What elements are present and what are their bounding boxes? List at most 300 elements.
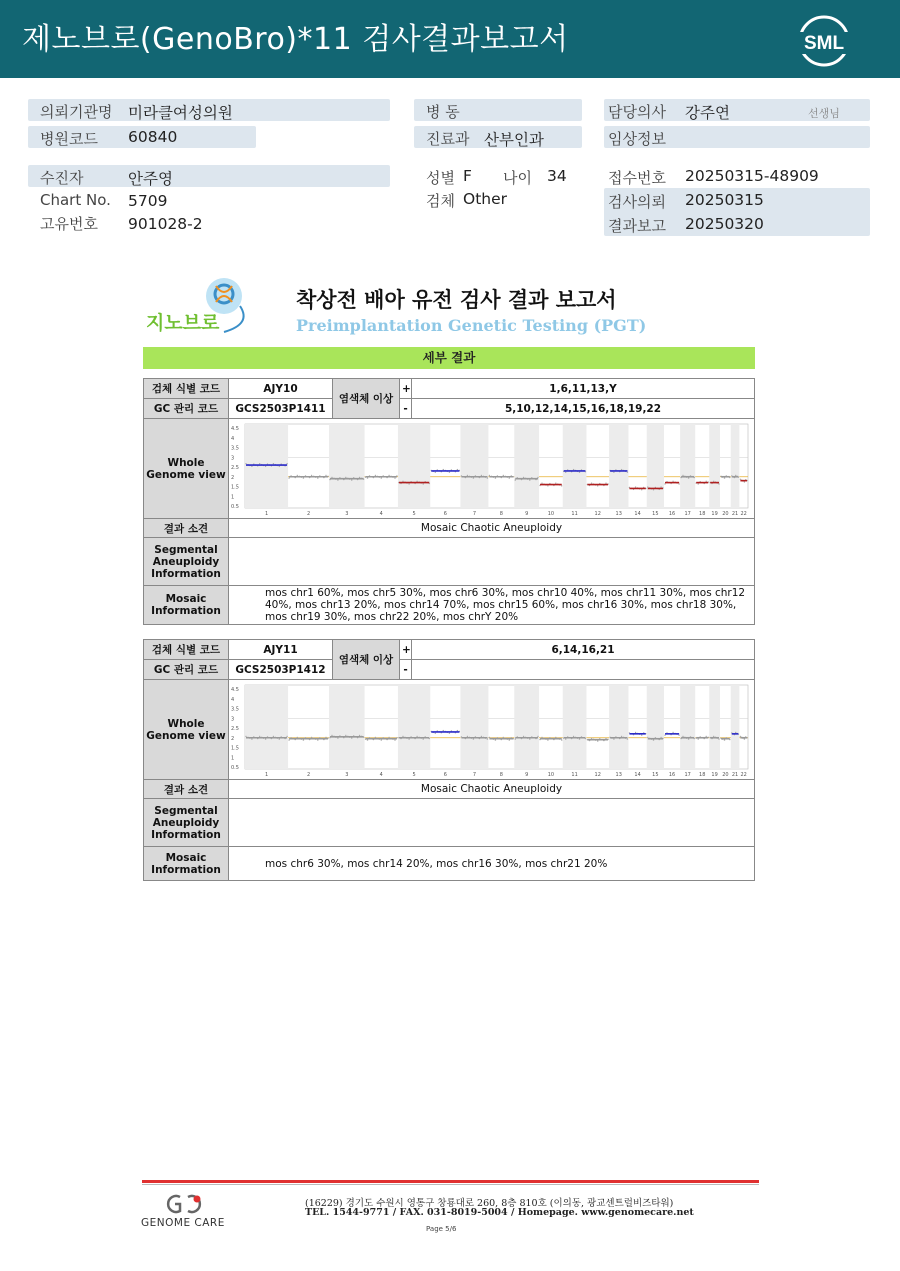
cn-point (724, 477, 725, 478)
cn-point (265, 738, 266, 739)
chrom-abn-label: 염색체 이상 (333, 379, 400, 419)
cn-point (457, 729, 458, 730)
chrom-label: 13 (615, 510, 622, 517)
chrom-label: 11 (571, 510, 578, 517)
chrom-band (563, 685, 587, 769)
cn-point (591, 482, 592, 483)
cn-point (555, 482, 556, 483)
chrom-band (329, 424, 365, 508)
specimen-value: Other (463, 190, 508, 208)
cn-point (664, 734, 665, 735)
cn-point (325, 736, 326, 737)
chrom-label: 22 (740, 771, 747, 778)
segmental-label: Segmental Aneuploidy Information (144, 538, 229, 586)
cn-point (647, 486, 648, 487)
doctor-suffix: 선생님 (808, 107, 840, 120)
report-title-ko: 착상전 배아 유전 검사 결과 보고서 (296, 288, 617, 312)
chrom-label: 22 (740, 510, 747, 517)
cn-point (331, 476, 332, 477)
cn-point (627, 471, 628, 472)
cn-point (331, 734, 332, 735)
sample-code: AJY10 (229, 379, 333, 399)
ward-label: 병 동 (426, 103, 460, 121)
report-header (0, 0, 900, 78)
chrom-band (647, 685, 664, 769)
cn-point (573, 468, 574, 469)
chrom-band (709, 685, 720, 769)
cn-point (735, 731, 736, 732)
chrom-label: 15 (652, 771, 659, 778)
sex-label: 성별 (426, 169, 455, 187)
cn-point (561, 485, 562, 486)
unique-label: 고유번호 (40, 215, 98, 233)
cn-point (718, 483, 719, 484)
cn-point (509, 739, 510, 740)
y-tick-label: 1 (231, 754, 235, 761)
plus-sign: + (400, 640, 412, 660)
y-tick-label: 0.5 (231, 764, 239, 771)
hospital-code-label: 병원코드 (40, 130, 98, 148)
cn-point (672, 731, 673, 732)
plot-frame (245, 424, 748, 508)
cn-point (245, 463, 246, 464)
dept-value: 산부인과 (484, 131, 544, 149)
cn-point (579, 471, 580, 472)
cn-point (388, 736, 389, 737)
chrom-label: 1 (264, 510, 269, 517)
cn-point (613, 471, 614, 472)
cn-point (688, 738, 689, 739)
cn-point (487, 477, 488, 478)
doctor-value: 강주연 (685, 104, 730, 122)
cn-point (664, 483, 665, 484)
cn-point (481, 735, 482, 736)
cn-point (653, 489, 654, 490)
result-label: 결과 소견 (144, 519, 229, 538)
sample-table-2 (143, 639, 755, 881)
segmental-value (229, 799, 755, 847)
whole-genome-plot (229, 681, 752, 779)
chrom-label: 13 (615, 771, 622, 778)
doctor-label: 담당의사 (608, 103, 666, 121)
hospital-code-value: 60840 (128, 128, 178, 146)
age-label: 나이 (503, 169, 532, 187)
cn-point (597, 740, 598, 741)
gc-code-label: GC 관리 코드 (144, 399, 229, 419)
y-tick-label: 4 (231, 696, 235, 703)
result-label: 결과 소견 (144, 780, 229, 799)
cn-point (605, 737, 606, 738)
cn-point (613, 738, 614, 739)
chrom-band (647, 424, 664, 508)
mosaic-label: Mosaic Information (144, 586, 229, 625)
chrom-label: 7 (472, 771, 477, 778)
segmental-label: Segmental Aneuploidy Information (144, 799, 229, 847)
institution-value: 미라클여성의원 (128, 104, 233, 122)
cn-point (467, 735, 468, 736)
cn-point (408, 483, 409, 484)
chrom-label: 18 (699, 771, 706, 778)
cn-point (713, 735, 714, 736)
patient-label: 수진자 (40, 169, 84, 187)
request-date: 20250315 (685, 191, 764, 209)
section-title: 세부 결과 (143, 347, 755, 369)
chrom-band (609, 424, 628, 508)
y-tick-label: 3 (231, 715, 235, 722)
chrom-band (680, 685, 695, 769)
clinical-label: 임상정보 (608, 130, 666, 148)
cn-point (245, 735, 246, 736)
y-tick-label: 3.5 (231, 445, 239, 451)
cn-point (273, 735, 274, 736)
chrom-band (731, 424, 740, 508)
cn-point (529, 479, 530, 480)
cn-point (597, 485, 598, 486)
cn-point (345, 476, 346, 477)
footer-address: (16229) 경기도 수원시 영통구 창룡대로 260, 8층 810호 (이의동, 광교센트럴비즈타워) (305, 1198, 674, 1209)
result-value: Mosaic Chaotic Aneuploidy (229, 780, 755, 799)
cn-point (706, 480, 707, 481)
chrom-label: 19 (711, 771, 718, 778)
report-header-title: 제노브로(GenoBro)*11 검사결과보고서 (22, 22, 569, 57)
cn-point (561, 739, 562, 740)
plot-frame (245, 685, 748, 769)
chrom-band (245, 685, 288, 769)
chrom-band (398, 685, 430, 769)
cn-point (523, 476, 524, 477)
page-number: Page 5/6 (426, 1225, 457, 1233)
cn-point (297, 736, 298, 737)
cn-point (529, 738, 530, 739)
genobro-logo-text: 지노브로 (146, 312, 220, 334)
segmental-value (229, 538, 755, 586)
cn-point (621, 468, 622, 469)
specimen-label: 검체 (426, 192, 455, 210)
cn-point (698, 483, 699, 484)
cn-point (682, 474, 683, 475)
gc-code: GCS2503P1412 (229, 660, 333, 680)
chrom-label: 9 (525, 771, 529, 778)
plus-chroms: 6,14,16,21 (412, 640, 755, 660)
cn-point (537, 476, 538, 477)
cn-point (408, 738, 409, 739)
cn-point (635, 731, 636, 732)
y-tick-label: 1.5 (231, 484, 239, 490)
cn-point (286, 735, 287, 736)
gc-code: GCS2503P1411 (229, 399, 333, 419)
cn-point (265, 465, 266, 466)
sample-code-label: 검체 식별 코드 (144, 379, 229, 399)
chrom-band (398, 424, 430, 508)
cn-point (423, 483, 424, 484)
gc-code-label: GC 관리 코드 (144, 660, 229, 680)
chrom-label: 17 (684, 510, 691, 517)
chrom-label: 11 (571, 771, 578, 778)
cn-point (325, 474, 326, 475)
y-tick-label: 3.5 (231, 706, 239, 712)
chrom-label: 16 (668, 771, 676, 778)
sex-value: F (463, 167, 472, 185)
cn-point (495, 739, 496, 740)
minus-chroms (412, 660, 755, 680)
chrom-label: 18 (699, 510, 706, 517)
cn-point (359, 476, 360, 477)
y-tick-label: 2.5 (231, 464, 239, 471)
cn-point (678, 483, 679, 484)
chrom-label: 8 (499, 771, 503, 778)
cn-point (443, 468, 444, 469)
cn-point (467, 474, 468, 475)
cn-point (337, 479, 338, 480)
chrom-label: 1 (264, 771, 269, 778)
chrom-label: 2 (306, 510, 311, 517)
sml-logo (797, 14, 851, 68)
cn-point (279, 465, 280, 466)
cn-point (523, 735, 524, 736)
cn-point (605, 482, 606, 483)
cn-point (515, 479, 516, 480)
cn-point (251, 465, 252, 466)
cn-point (744, 738, 745, 739)
age-value: 34 (547, 167, 567, 185)
cn-point (359, 734, 360, 735)
cn-point (672, 480, 673, 481)
cn-point (718, 738, 719, 739)
cn-point (317, 739, 318, 740)
result-value: Mosaic Chaotic Aneuploidy (229, 519, 755, 538)
cn-point (621, 735, 622, 736)
cn-point (653, 739, 654, 740)
chrom-label: 14 (634, 510, 641, 517)
cn-point (627, 738, 628, 739)
cn-point (311, 736, 312, 737)
minus-sign: - (400, 399, 412, 419)
cn-point (457, 468, 458, 469)
patient-name: 안주영 (128, 170, 173, 188)
cn-point (740, 735, 741, 736)
y-tick-label: 1 (231, 493, 235, 500)
cn-point (565, 738, 566, 739)
cn-point (489, 736, 490, 737)
cn-point (713, 480, 714, 481)
institution-label: 의뢰기관명 (40, 103, 113, 121)
genobro-logo (144, 276, 254, 334)
cn-point (724, 739, 725, 740)
unique-no: 901028-2 (128, 215, 203, 233)
cn-point (423, 738, 424, 739)
cn-point (641, 489, 642, 490)
cn-point (635, 486, 636, 487)
y-tick-label: 3 (231, 454, 235, 461)
cn-point (660, 736, 661, 737)
cn-point (311, 474, 312, 475)
chrom-label: 3 (345, 771, 349, 778)
chrom-band (514, 685, 539, 769)
sample-code-label: 검체 식별 코드 (144, 640, 229, 660)
cn-point (565, 471, 566, 472)
y-tick-label: 4.5 (231, 425, 239, 432)
cn-point (647, 736, 648, 737)
cn-point (509, 477, 510, 478)
plus-sign: + (400, 379, 412, 399)
y-tick-label: 4 (231, 435, 235, 442)
cn-point (259, 735, 260, 736)
cn-point (547, 739, 548, 740)
chrom-label: 21 (731, 510, 739, 517)
chrom-label: 17 (684, 771, 691, 778)
cn-point (251, 738, 252, 739)
chrom-label: 19 (711, 510, 718, 517)
genome-care-name: GENOME CARE (141, 1217, 225, 1229)
y-tick-label: 4.5 (231, 686, 239, 693)
cn-point (394, 739, 395, 740)
cn-point (394, 477, 395, 478)
cn-point (473, 738, 474, 739)
chrom-label: 21 (731, 771, 739, 778)
cn-point (381, 477, 382, 478)
plus-chroms: 1,6,11,13,Y (412, 379, 755, 399)
chrom-label: 16 (668, 510, 676, 517)
cn-point (515, 738, 516, 739)
cn-point (660, 486, 661, 487)
chrom-label: 4 (379, 510, 383, 517)
cn-point (288, 477, 289, 478)
chrom-abn-label: 염색체 이상 (333, 640, 400, 680)
cn-point (541, 736, 542, 737)
chrom-band (680, 424, 695, 508)
chrom-band (514, 424, 539, 508)
chrom-label: 4 (379, 771, 383, 778)
minus-sign: - (400, 660, 412, 680)
cn-point (402, 735, 403, 736)
receipt-label: 접수번호 (608, 169, 666, 187)
chrom-label: 14 (634, 771, 641, 778)
footer-tel: TEL. 1544-9771 / FAX. 031-8019-5004 / Homepage. www.genomecare.net (305, 1207, 694, 1218)
mosaic-value: mos chr1 60%, mos chr5 30%, mos chr6 30%, mos chr10 40%, mos chr11 30%, mos chr12 40%, mos chr13 20%, mos chr14 70%, mos chr15 60%, mos chr16 30%, mos chr18 30%, mos chr19 30%, mos chr22 20%, mos chrY 20% (229, 586, 755, 625)
chart-label: Chart No. (40, 191, 111, 209)
whole-genome-label: Whole Genome view (144, 680, 229, 780)
cn-point (279, 738, 280, 739)
cn-point (303, 739, 304, 740)
cn-point (381, 739, 382, 740)
cn-point (449, 471, 450, 472)
chrom-label: 6 (443, 771, 447, 778)
cn-point (678, 734, 679, 735)
cn-point (688, 477, 689, 478)
chrom-label: 10 (547, 771, 555, 778)
y-tick-label: 2 (231, 474, 235, 481)
cn-point (579, 738, 580, 739)
cn-point (259, 463, 260, 464)
cn-point (435, 471, 436, 472)
chrom-band (329, 685, 365, 769)
chrom-label: 12 (594, 510, 601, 517)
chrom-label: 10 (547, 510, 555, 517)
cn-point (573, 735, 574, 736)
cn-point (286, 463, 287, 464)
receipt-no: 20250315-48909 (685, 167, 819, 185)
cn-point (555, 736, 556, 737)
chrom-label: 2 (306, 771, 311, 778)
cn-point (495, 477, 496, 478)
sample-code: AJY11 (229, 640, 333, 660)
chrom-label: 20 (722, 771, 729, 778)
whole-genome-plot (229, 420, 752, 518)
cn-point (367, 739, 368, 740)
cn-point (641, 734, 642, 735)
chrom-band (709, 424, 720, 508)
request-label: 검사의뢰 (608, 193, 666, 211)
cn-point (744, 481, 745, 482)
cn-point (682, 735, 683, 736)
cn-point (288, 739, 289, 740)
chrom-label: 9 (525, 510, 529, 517)
chrom-label: 3 (345, 510, 349, 517)
chrom-label: 7 (472, 510, 477, 517)
cn-point (541, 482, 542, 483)
cn-point (591, 737, 592, 738)
whole-genome-label: Whole Genome view (144, 419, 229, 519)
report-label: 결과보고 (608, 217, 666, 235)
cn-point (735, 474, 736, 475)
chrom-label: 5 (412, 510, 416, 517)
cn-point (402, 480, 403, 481)
dept-label: 진료과 (426, 130, 470, 148)
chrom-band (609, 685, 628, 769)
chrom-label: 12 (594, 771, 601, 778)
cn-point (351, 479, 352, 480)
chrom-band (460, 424, 488, 508)
chrom-band (563, 424, 587, 508)
genome-care-logo (166, 1193, 206, 1215)
cn-point (416, 480, 417, 481)
sample-table-1 (143, 378, 755, 625)
cn-point (375, 736, 376, 737)
cn-point (537, 735, 538, 736)
y-tick-label: 0.5 (231, 503, 239, 510)
mosaic-label: Mosaic Information (144, 847, 229, 881)
footer-rule (142, 1180, 759, 1183)
cn-point (337, 737, 338, 738)
cn-point (473, 477, 474, 478)
cn-point (435, 732, 436, 733)
y-tick-label: 1.5 (231, 745, 239, 751)
cn-point (503, 474, 504, 475)
chart-no: 5709 (128, 192, 168, 210)
cn-point (698, 738, 699, 739)
cn-point (706, 735, 707, 736)
chrom-label: 20 (722, 510, 729, 517)
mosaic-value: mos chr6 30%, mos chr14 20%, mos chr16 30%, mos chr21 20% (229, 847, 755, 881)
footer-rule-thin (142, 1184, 759, 1185)
chrom-label: 15 (652, 510, 659, 517)
cn-point (303, 477, 304, 478)
cn-point (345, 734, 346, 735)
sml-logo-text: SML (803, 33, 845, 54)
cn-point (481, 474, 482, 475)
cn-point (388, 474, 389, 475)
cn-point (489, 474, 490, 475)
cn-point (547, 485, 548, 486)
cn-point (740, 478, 741, 479)
cn-point (487, 738, 488, 739)
cn-point (297, 474, 298, 475)
report-date: 20250320 (685, 215, 764, 233)
cn-point (351, 737, 352, 738)
y-tick-label: 2 (231, 735, 235, 742)
cn-point (375, 474, 376, 475)
chrom-band (460, 685, 488, 769)
